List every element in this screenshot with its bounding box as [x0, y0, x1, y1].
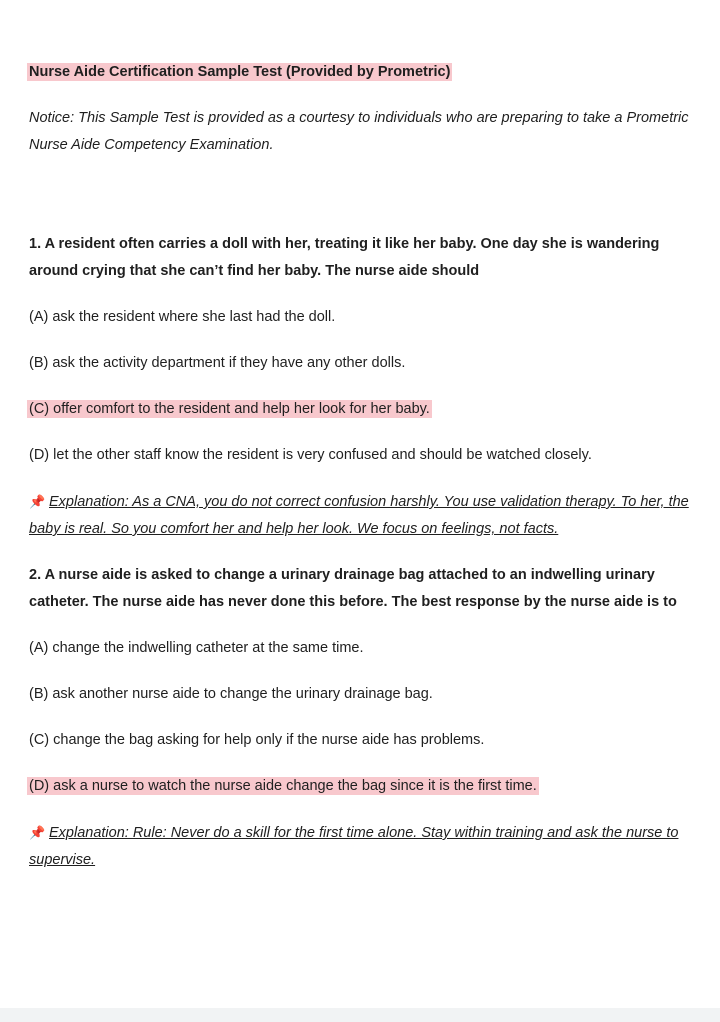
question-2-option-a: (A) change the indwelling catheter at the same time. [29, 640, 364, 656]
document-content [29, 59, 693, 893]
question-1-option-a: (A) ask the resident where she last had the doll. [29, 309, 336, 325]
question-2-answer-highlight: (D) ask a nurse to watch the nurse aide change the bag since it is the first time. [29, 778, 537, 794]
question-1-explanation [29, 488, 693, 543]
question-2-explanation-text: Explanation: Rule: Never do a skill for the first time alone. Stay within training and ask the nurse to supervise. [29, 825, 679, 868]
question-1-option-d: (D) let the other staff know the resident is very confused and should be watched closely. [29, 447, 592, 463]
question-2-text: 2. A nurse aide is asked to change a urinary drainage bag attached to an indwelling urinary catheter. The nurse aide has never done this before. The best response by the nurse aide is to [29, 567, 677, 610]
pushpin-icon: 📌 [29, 494, 46, 509]
question-block-1 [29, 231, 693, 543]
title-highlight: Nurse Aide Certification Sample Test (Provided by Prometric) [29, 64, 451, 80]
question-2-explanation [29, 819, 693, 874]
question-2-option-d [29, 773, 693, 800]
question-1-option-b: (B) ask the activity department if they have any other dolls. [29, 355, 406, 371]
notice-text: Notice: This Sample Test is provided as a courtesy to individuals who are preparing to take a Prometric Nurse Aide Competency Examination. [29, 110, 689, 153]
question-1-explanation-text: Explanation: As a CNA, you do not correct confusion harshly. You use validation therapy. To her, the baby is real. So you comfort her and help her look. We focus on feelings, not facts. [29, 494, 689, 537]
bottom-bar [0, 1008, 720, 1022]
question-block-2 [29, 562, 693, 874]
question-1-answer-highlight: (C) offer comfort to the resident and help her look for her baby. [29, 401, 430, 417]
question-2-option-b: (B) ask another nurse aide to change the urinary drainage bag. [29, 686, 433, 702]
pushpin-icon: 📌 [29, 825, 46, 840]
question-1-option-c [29, 396, 693, 423]
question-2-option-c: (C) change the bag asking for help only if the nurse aide has problems. [29, 732, 485, 748]
document-title [29, 59, 693, 86]
question-1-text: 1. A resident often carries a doll with her, treating it like her baby. One day she is wandering around crying that she can’t find her baby. The nurse aide should [29, 236, 660, 279]
